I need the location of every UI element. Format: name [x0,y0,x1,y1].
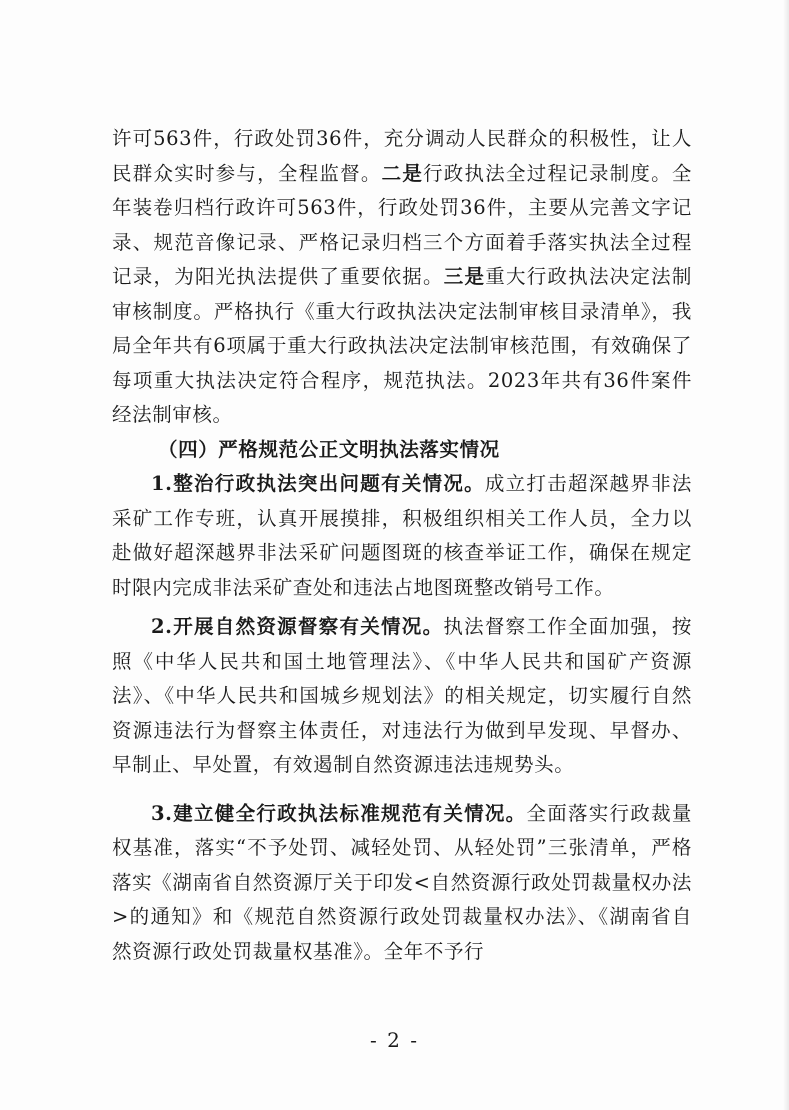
emphasis-text: 三是 [443,265,486,288]
paragraph-item-1 [112,467,692,605]
page-number: - 2 - [370,1028,419,1052]
item-title: 3.建立健全行政执法标准规范有关情况。 [151,801,527,825]
emphasis-text: 二是 [381,161,424,185]
section-heading: （四）严格规范公正文明执法落实情况 [158,437,500,461]
item-title: 1.整治行政执法突出问题有关情况。 [151,472,485,495]
item-text: 成立打击超深越界非法采矿工作专班，认真开展摸排，积极组织相关工作人员，全力以赴做好超深越界非法采矿问题图斑的核查举证工作，确保在规定时限内完成非法采矿查处和违法占地图斑整改销号工作。 [112,472,692,599]
item-text: 全面落实行政裁量权基准，落实“不予处罚、减轻处罚、从轻处罚”三张清单，严格落实《湖南省自然资源厅关于印发<自然资源行政处罚裁量权办法>的通知》和《规范自然资源行政处罚裁量权办法》、《湖南省自然资源行政处罚裁量权基准》。全年不予行 [112,801,692,963]
paragraph-item-3 [112,797,692,970]
item-title: 2.开展自然资源督察有关情况。 [151,615,444,638]
paragraph-text: 重大行政执法决定法制审核制度。严格执行《重大行政执法决定法制审核目录清单》，我局全年共有6项属于重大行政执法决定法制审核范围，有效确保了每项重大执法决定符合程序，规范执法。2023年共有36件案件经法制审核。 [112,265,692,426]
paragraph-item-2 [112,610,692,783]
document-body [112,122,692,969]
page-edge-shadow [783,0,789,1110]
item-text: 执法督察工作全面加强，按照《中华人民共和国土地管理法》、《中华人民共和国矿产资源法》、《中华人民共和国城乡规划法》的相关规定，切实履行自然资源违法行为督察主体责任，对违法行为做到早发现、早督办、早制止、早处置，有效遏制自然资源违法违规势头。 [112,615,692,776]
paragraph-text: 许可563件，行政处罚36件，充分调动人民群众的积极性，让人民群众实时参与，全程监督。 [112,127,692,185]
paragraph-text: 行政执法全过程记录制度。全年装卷归档行政许可563件，行政处罚36件，主要从完善文字记录、规范音像记录、严格记录归档三个方面着手落实执法全过程记录，为阳光执法提供了重要依据。 [112,161,692,288]
paragraph-continuation [112,122,692,433]
